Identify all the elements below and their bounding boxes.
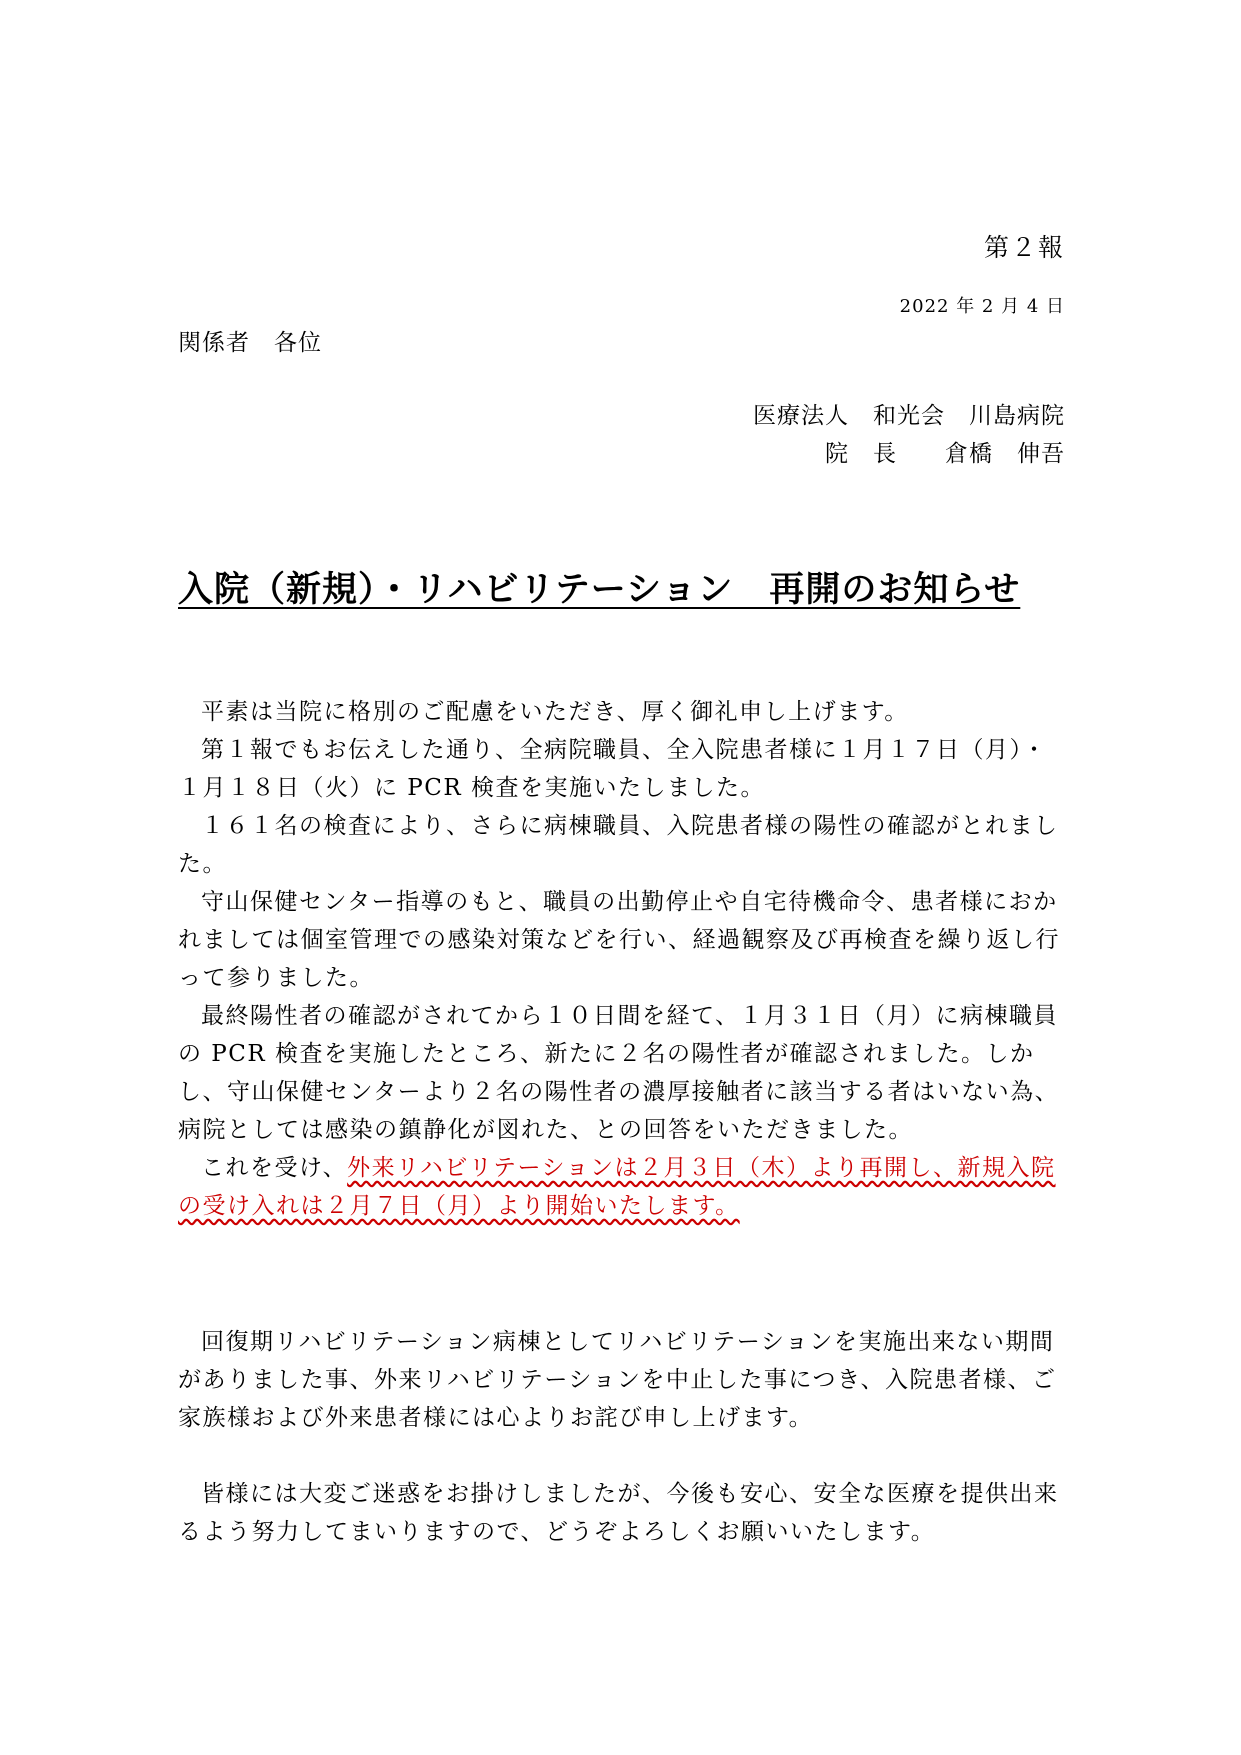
closing-text <box>178 1323 1063 1551</box>
paragraph-countermeasures: 守山保健センター指導のもと、職員の出勤停止や自宅待機命令、患者様におかれましては個室管理での感染対策などを行い、経過観察及び再検査を繰り返し行って参りました。 <box>178 889 1060 991</box>
sender-block <box>753 397 1065 473</box>
resumption-notice: 外来リハビリテーションは２月３日（木）より再開し、新規入院の受け入れは２月７日（月）より開始いたします。 <box>178 1155 1056 1219</box>
body-text <box>178 693 1063 1225</box>
sender-organization: 医療法人 和光会 川島病院 <box>753 403 1065 429</box>
paragraph-pcr-test: 第１報でもお伝えした通り、全病院職員、全入院患者様に１月１７日（月）・１月１８日（火）に PCR 検査を実施いたしました。 <box>178 737 1047 801</box>
paragraph-positive-results: １６１名の検査により、さらに病棟職員、入院患者様の陽性の確認がとれました。 <box>178 813 1059 877</box>
paragraph-closing: 皆様には大変ご迷惑をお掛けしましたが、今後も安心、安全な医療を提供出来るよう努力してまいりますので、どうぞよろしくお願いいたします。 <box>178 1481 1059 1545</box>
sender-person: 院 長 倉橋 伸吾 <box>825 441 1065 467</box>
paragraph-apology: 回復期リハビリテーション病棟としてリハビリテーションを実施出来ない期間がありました事、外来リハビリテーションを中止した事につき、入院患者様、ご家族様および外来患者様には心よりお詫び申し上げます。 <box>178 1329 1057 1431</box>
paragraph-retest: 最終陽性者の確認がされてから１０日間を経て、１月３１日（月）に病棟職員の PCR 検査を実施したところ、新たに２名の陽性者が確認されました。しかし、守山保健センターより２名の陽性者の濃厚接触者に該当する者はいない為、病院としては感染の鎮静化が図れた、との回答をいただきました。 <box>178 1003 1060 1143</box>
resumption-lead: これを受け、 <box>201 1155 348 1181</box>
paragraph-resumption <box>178 1149 1063 1225</box>
recipient: 関係者 各位 <box>178 330 322 356</box>
issue-date: 2022 年 2 月 4 日 <box>899 296 1065 317</box>
paragraph-greeting: 平素は当院に格別のご配慮をいただき、厚く御礼申し上げます。 <box>201 699 909 725</box>
document-title: 入院（新規）・リハビリテーション 再開のお知らせ <box>178 569 1021 610</box>
report-number: 第２報 <box>983 233 1065 262</box>
